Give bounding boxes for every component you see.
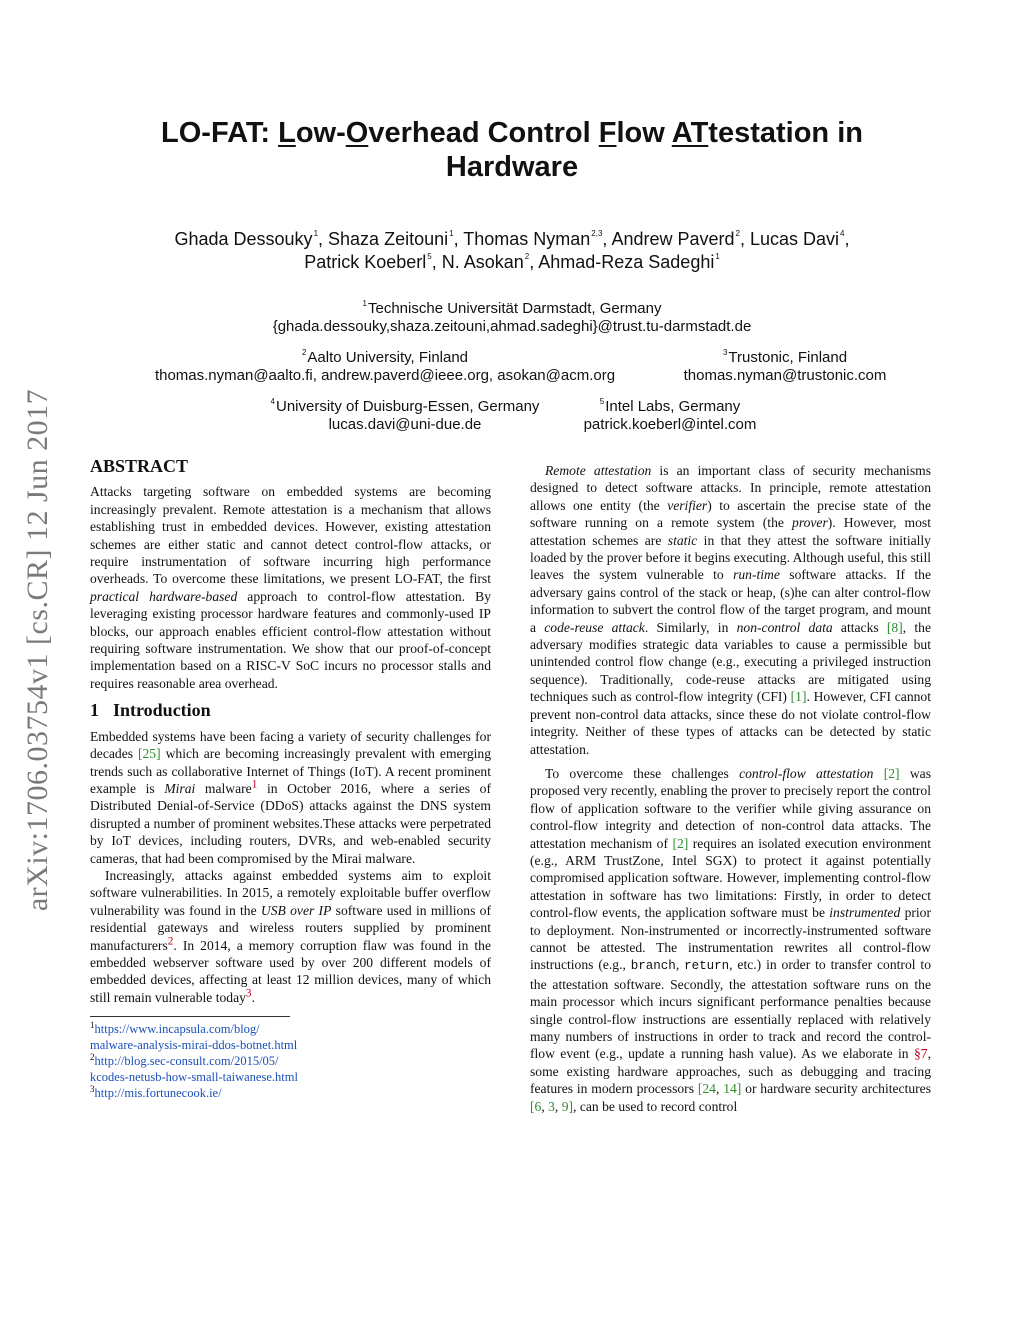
right-column	[530, 462, 931, 1115]
affiliation-4: $^4$University of Duisburg-Essen, Germany lucas.davi@uni-due.de	[240, 398, 570, 434]
citation-link[interactable]: 3	[548, 1098, 555, 1114]
affiliation-1-email: {ghada.dessouky,shaza.zeitouni,ahmad.sadeghi}@trust.tu-darmstadt.de	[272, 318, 752, 335]
footnote-link[interactable]: malware-analysis-mirai-ddos-botnet.html	[90, 1038, 298, 1053]
citation-link[interactable]: [8]	[886, 619, 903, 635]
citation-link[interactable]: [2]	[883, 765, 900, 781]
affiliation-2-email: thomas.nyman@aalto.fi, andrew.paverd@ieee.org, asokan@acm.org	[154, 367, 616, 384]
citation-link[interactable]: [25]	[137, 746, 161, 762]
footnote-rule	[90, 1016, 290, 1017]
footnote-link[interactable]: https://www.incapsula.com/blog/	[94, 1022, 260, 1037]
abstract-text: Attacks targeting software on embedded systems are becoming increasingly prevalent. Remote attestation is a mechanism that allows establishing trust in embedded devices. However, existing attestation schemes are either static and cannot detect control-flow attacks, or require instrumentation of software incurring high performance overheads. To overcome these limitations, we present LO-FAT, the first practical hardware-based approach to control-flow attestation. By leveraging existing processor hardware features and commonly-used IP blocks, our approach enables efficient control-flow attestation without requiring software instrumentation. We show that our proof-of-concept implementation based on a RISC-V SoC incurs no processor stalls and requires reasonable area overhead.	[90, 484, 492, 691]
section-link[interactable]: §7	[914, 1046, 928, 1062]
left-column	[90, 458, 491, 1101]
footnote-mark[interactable]: 3	[245, 987, 252, 1000]
affiliation-3: $^3$Trustonic, Finland thomas.nyman@trustonic.com	[660, 349, 910, 385]
footnote-link[interactable]: kcodes-netusb-how-small-taiwanese.html	[90, 1070, 298, 1085]
citation-link[interactable]: [24	[697, 1081, 716, 1097]
affiliation-5: $^5$Intel Labs, Germany patrick.koeberl@intel.com	[565, 398, 775, 434]
right-paragraph-2: To overcome these challenges control-flow attestation [2] was proposed very recently, enabling the prover to precisely report the control flow of application software to the verifier while giving assurance on control-flow integrity and detection of non-control data attacks. The attestation mechanism of [2] requires an isolated execution environment (e.g., ARM TrustZone, Intel SGX) to protect it against potentially compromised application software. However, implementing control-flow attestation in software has two limitations: Firstly, in order to detect control-flow events, the application software must be instrumented prior to deployment. Non-instrumented or incorrectly-instrumented software cannot be attested. The instrumentation rewrites all control-flow instructions (e.g., branch, return, etc.) in order to transfer control to the attestation software. Secondly, the attestation software runs on the main processor which incurs significant performance penalties because single control-flow instructions are essentially replaced with relatively many numbers of instructions in order to track and record the control-flow event (e.g., update a running hash value). As we elaborate in §7, some existing hardware approaches, such as debugging and tracing features in modern processors [24, 14] or hardware security architectures [6, 3, 9], can be used to record control	[530, 765, 931, 1114]
abstract-heading: ABSTRACT	[90, 456, 189, 476]
citation-link[interactable]: [6	[530, 1098, 542, 1114]
citation-link[interactable]: 9]	[561, 1098, 574, 1114]
intro-heading: 1 Introduction	[90, 700, 211, 721]
right-paragraph-1: Remote attestation is an important class of security mechanisms designed to detect software attacks. In principle, remote attestation allows one entity (the verifier) to ascertain the precise state of the software running on a remote system (the prover). However, most attestation schemes are static in that they attest the software initially loaded by the prover before it begins executing. Although useful, this still leaves the system vulnerable to run-time software attacks. If the adversary gains control of the stack or heap, (s)he can alter control-flow information to subvert the control flow of the target program, and mount a code-reuse attack. Similarly, in non-control data attacks [8], the adversary modifies strategic data variables to cause a permissible but unintended control flow change (e.g., executing a privileged instruction sequence). Traditionally, code-reuse attacks are mitigated using techniques such as control-flow integrity (CFI) [1]. However, CFI cannot prevent non-control data attacks, since these do not violate control-flow integrity. Neither of these types of attacks can be detected by static attestation.	[530, 463, 931, 757]
affiliation-2: $^2$Aalto University, Finland thomas.nyman@aalto.fi, andrew.paverd@ieee.org, asokan@acm.org	[110, 349, 660, 385]
author-line-2: Patrick Koeberl$^5$, N. Asokan$^2$, Ahmad-Reza Sadeghi$^1$	[304, 252, 720, 272]
intro-paragraph-1: Embedded systems have been facing a variety of security challenges for decades [25] which are becoming increasingly prevalent with emerging trends such as collaborative Internet of Things (IoT). A recent prominent example is Mirai malware$^1$ in October 2016, where a series of Distributed Denial-of-Service (DDoS) attacks against the DNS system disrupted a number of prominent websites.These attacks were perpetrated by IoT devices, including routers, DVRs, and web-enabled security cameras, that had been compromised by the Mirai malware.	[90, 728, 491, 866]
footnote-1: $^1$https://www.incapsula.com/blog/ malware-analysis-mirai-ddos-botnet.html	[90, 1020, 298, 1053]
citation-link[interactable]: 14]	[723, 1081, 742, 1097]
intro-paragraph-2: Increasingly, attacks against embedded systems aim to exploit software vulnerabilities. In 2015, a remotely exploitable buffer overflow vulnerability was found in the USB over IP software used in millions of residential gateways and wireless routers supplied by prominent manufacturers$^2$. In 2014, a memory corruption flaw was found in the embedded webserver software used by over 200 different models of embedded devices, affecting at least 12 million devices, many of which still remain vulnerable today$^3$.	[90, 867, 491, 1005]
affiliation-1: $^1$Technische Universität Darmstadt, Germany {ghada.dessouky,shaza.zeitouni,ahmad.sadeghi}@trust.tu-darmstadt.de	[112, 300, 912, 336]
affiliation-5-email: patrick.koeberl@intel.com	[583, 416, 757, 433]
affiliation-4-email: lucas.davi@uni-due.de	[328, 416, 482, 433]
title-line-2: Hardware	[445, 151, 579, 183]
footnote-mark[interactable]: 2	[167, 935, 174, 948]
author-line-1: Ghada Dessouky$^1$, Shaza Zeitouni$^1$, Thomas Nyman$^{2,3}$, Andrew Paverd$^2$, Lucas Davi$^4$,	[174, 229, 850, 249]
footnote-3: $^3$http://mis.fortunecook.ie/	[90, 1084, 222, 1101]
footnote-mark[interactable]: 1	[251, 778, 258, 791]
footnote-link[interactable]: http://mis.fortunecook.ie/	[94, 1086, 222, 1101]
citation-link[interactable]: [1]	[790, 689, 807, 705]
footnote-link[interactable]: http://blog.sec-consult.com/2015/05/	[94, 1054, 279, 1069]
title-line-1: LO-FAT: Low-Overhead Control Flow ATtestation in	[161, 117, 863, 149]
affiliation-3-email: thomas.nyman@trustonic.com	[683, 367, 887, 384]
footnote-2: $^2$http://blog.sec-consult.com/2015/05/ kcodes-netusb-how-small-taiwanese.html	[90, 1052, 298, 1085]
citation-link[interactable]: [2]	[672, 835, 689, 851]
author-list	[0, 228, 1024, 274]
paper-title	[0, 116, 1024, 184]
